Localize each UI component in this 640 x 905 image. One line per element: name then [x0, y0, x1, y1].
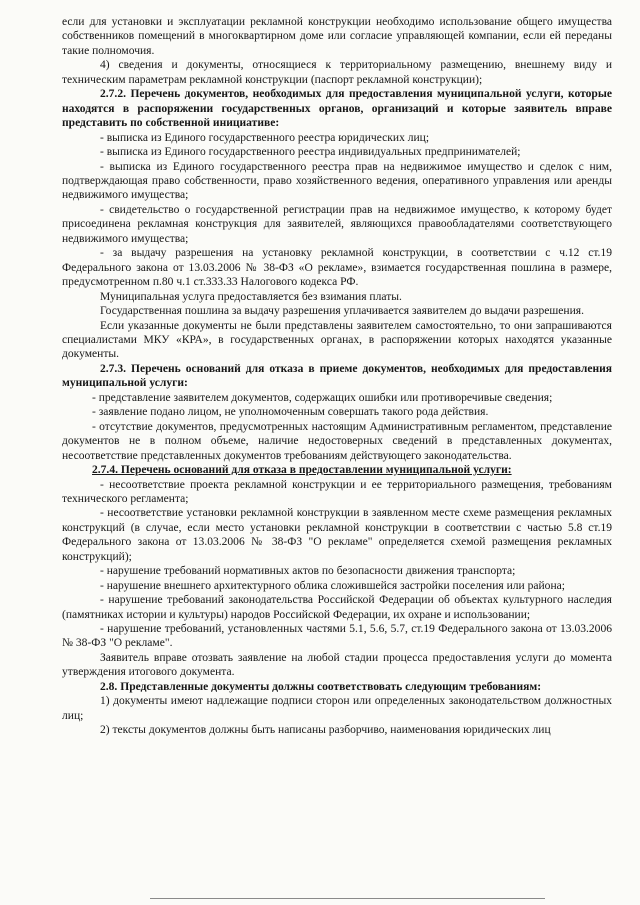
paragraph-p17: - несоответствие проекта рекламной конструкции и ее территориального размещения, требованиям технического регламента; — [62, 478, 612, 505]
paragraph-p25: 1) документы имеют надлежащие подписи сторон или определенных законодательством должностных лиц; — [62, 695, 612, 722]
paragraph-p19: - нарушение требований нормативных актов по безопасности движения транспорта; — [100, 565, 516, 578]
paragraph-p01: если для установки и эксплуатации рекламной конструкции необходимо использование общего имущества собственников помещений в многоквартирном доме или согласие управляющей компании, если ей переданы такие полномочия. — [62, 16, 612, 57]
paragraph-p14: - заявление подано лицом, не уполномоченным совершать такого рода действия. — [92, 406, 489, 419]
paragraph-p12: 2.7.3. Перечень оснований для отказа в приеме документов, необходимых для предоставления муниципальной услуги: — [62, 362, 612, 390]
paragraph-p26: 2) тексты документов должны быть написаны разборчиво, наименования юридических лиц — [100, 724, 551, 737]
paragraph-p20: - нарушение внешнего архитектурного облика сложившейся застройки поселения или района; — [100, 579, 565, 592]
paragraph-p16: 2.7.4. Перечень оснований для отказа в предоставлении муниципальной услуги: — [92, 464, 512, 477]
paragraph-p05: - выписка из Единого государственного реестра индивидуальных предпринимателей; — [100, 146, 521, 159]
paragraph-p23: Заявитель вправе отозвать заявление на любой стадии процесса предоставления услуги до момента утверждения итогового документа. — [62, 651, 612, 679]
paragraph-p15: - отсутствие документов, предусмотренных настоящим Административным регламентом, представление документов не в полном объеме, наличие недостоверных сведений в представленных документах, несоответствие представленных документов требованиям действующего законодательства. — [62, 420, 612, 462]
paragraph-p08: - за выдачу разрешения на установку рекламной конструкции, в соответствии с ч.12 ст.19 Федерального закона от 13.03.2006 № 38-ФЗ «О рекламе», взимается государственная пошлина в размере, предусмотренном п.80 ч.1 ст.333.33 Налогового кодекса РФ. — [62, 247, 612, 289]
paragraph-p02: 4) сведения и документы, относящиеся к территориальному размещению, внешнему виду и техническим параметрам рекламной конструкции (паспорт рекламной конструкции); — [62, 59, 612, 86]
paragraph-p04: - выписка из Единого государственного реестра юридических лиц; — [100, 131, 430, 144]
paragraph-p24: 2.8. Представленные документы должны соответствовать следующим требованиям: — [100, 680, 542, 693]
paragraph-p09: Муниципальная услуга предоставляется без взимания платы. — [100, 290, 402, 303]
paragraph-p10: Государственная пошлина за выдачу разрешения уплачивается заявителем до выдачи разрешения. — [100, 305, 584, 318]
paragraph-p11: Если указанные документы не были представлены заявителем самостоятельно, то они запрашиваются специалистами МКУ «КРА», в государственных органах, в распоряжении которых находятся указанные документы. — [62, 319, 612, 361]
paragraph-p06: - выписка из Единого государственного реестра прав на недвижимое имущество и сделок с ним, подтверждающая право собственности, право хозяйственного ведения, оперативного управления или аренды недвижимого имущества; — [62, 160, 612, 202]
paragraph-p13: - представление заявителем документов, содержащих ошибки или противоречивые сведения; — [92, 391, 553, 404]
paragraph-p03: 2.7.2. Перечень документов, необходимых для предоставления муниципальной услуги, которые находятся в распоряжении государственных органов, организаций и которые заявитель вправе представить по собственной инициативе: — [62, 88, 612, 130]
paragraph-p21: - нарушение требований законодательства Российской Федерации об объектах культурного наследия (памятниках истории и культуры) народов Российской Федерации, их охране и использовании; — [62, 594, 612, 621]
paragraph-p22: - нарушение требований, установленных частями 5.1, 5.6, 5.7, ст.19 Федерального закона от 13.03.2006 № 38-ФЗ "О рекламе". — [62, 623, 612, 650]
paragraph-p07: - свидетельство о государственной регистрации прав на недвижимое имущество, к которому будет присоединена рекламная конструкция для заявителей, являющихся правообладателями соответствующего недвижимого имущества; — [62, 203, 612, 245]
paragraph-p18: - несоответствие установки рекламной конструкции в заявленном месте схеме размещения рекламных конструкций (в случае, если место установки рекламной конструкции в соответствии с частью 5.8 ст.19 Федерального закона от 13.03.2006 № 38-ФЗ "О рекламе" определяется схемой размещения рекламных конструкций); — [62, 507, 612, 563]
page-bottom-rule — [150, 898, 545, 899]
